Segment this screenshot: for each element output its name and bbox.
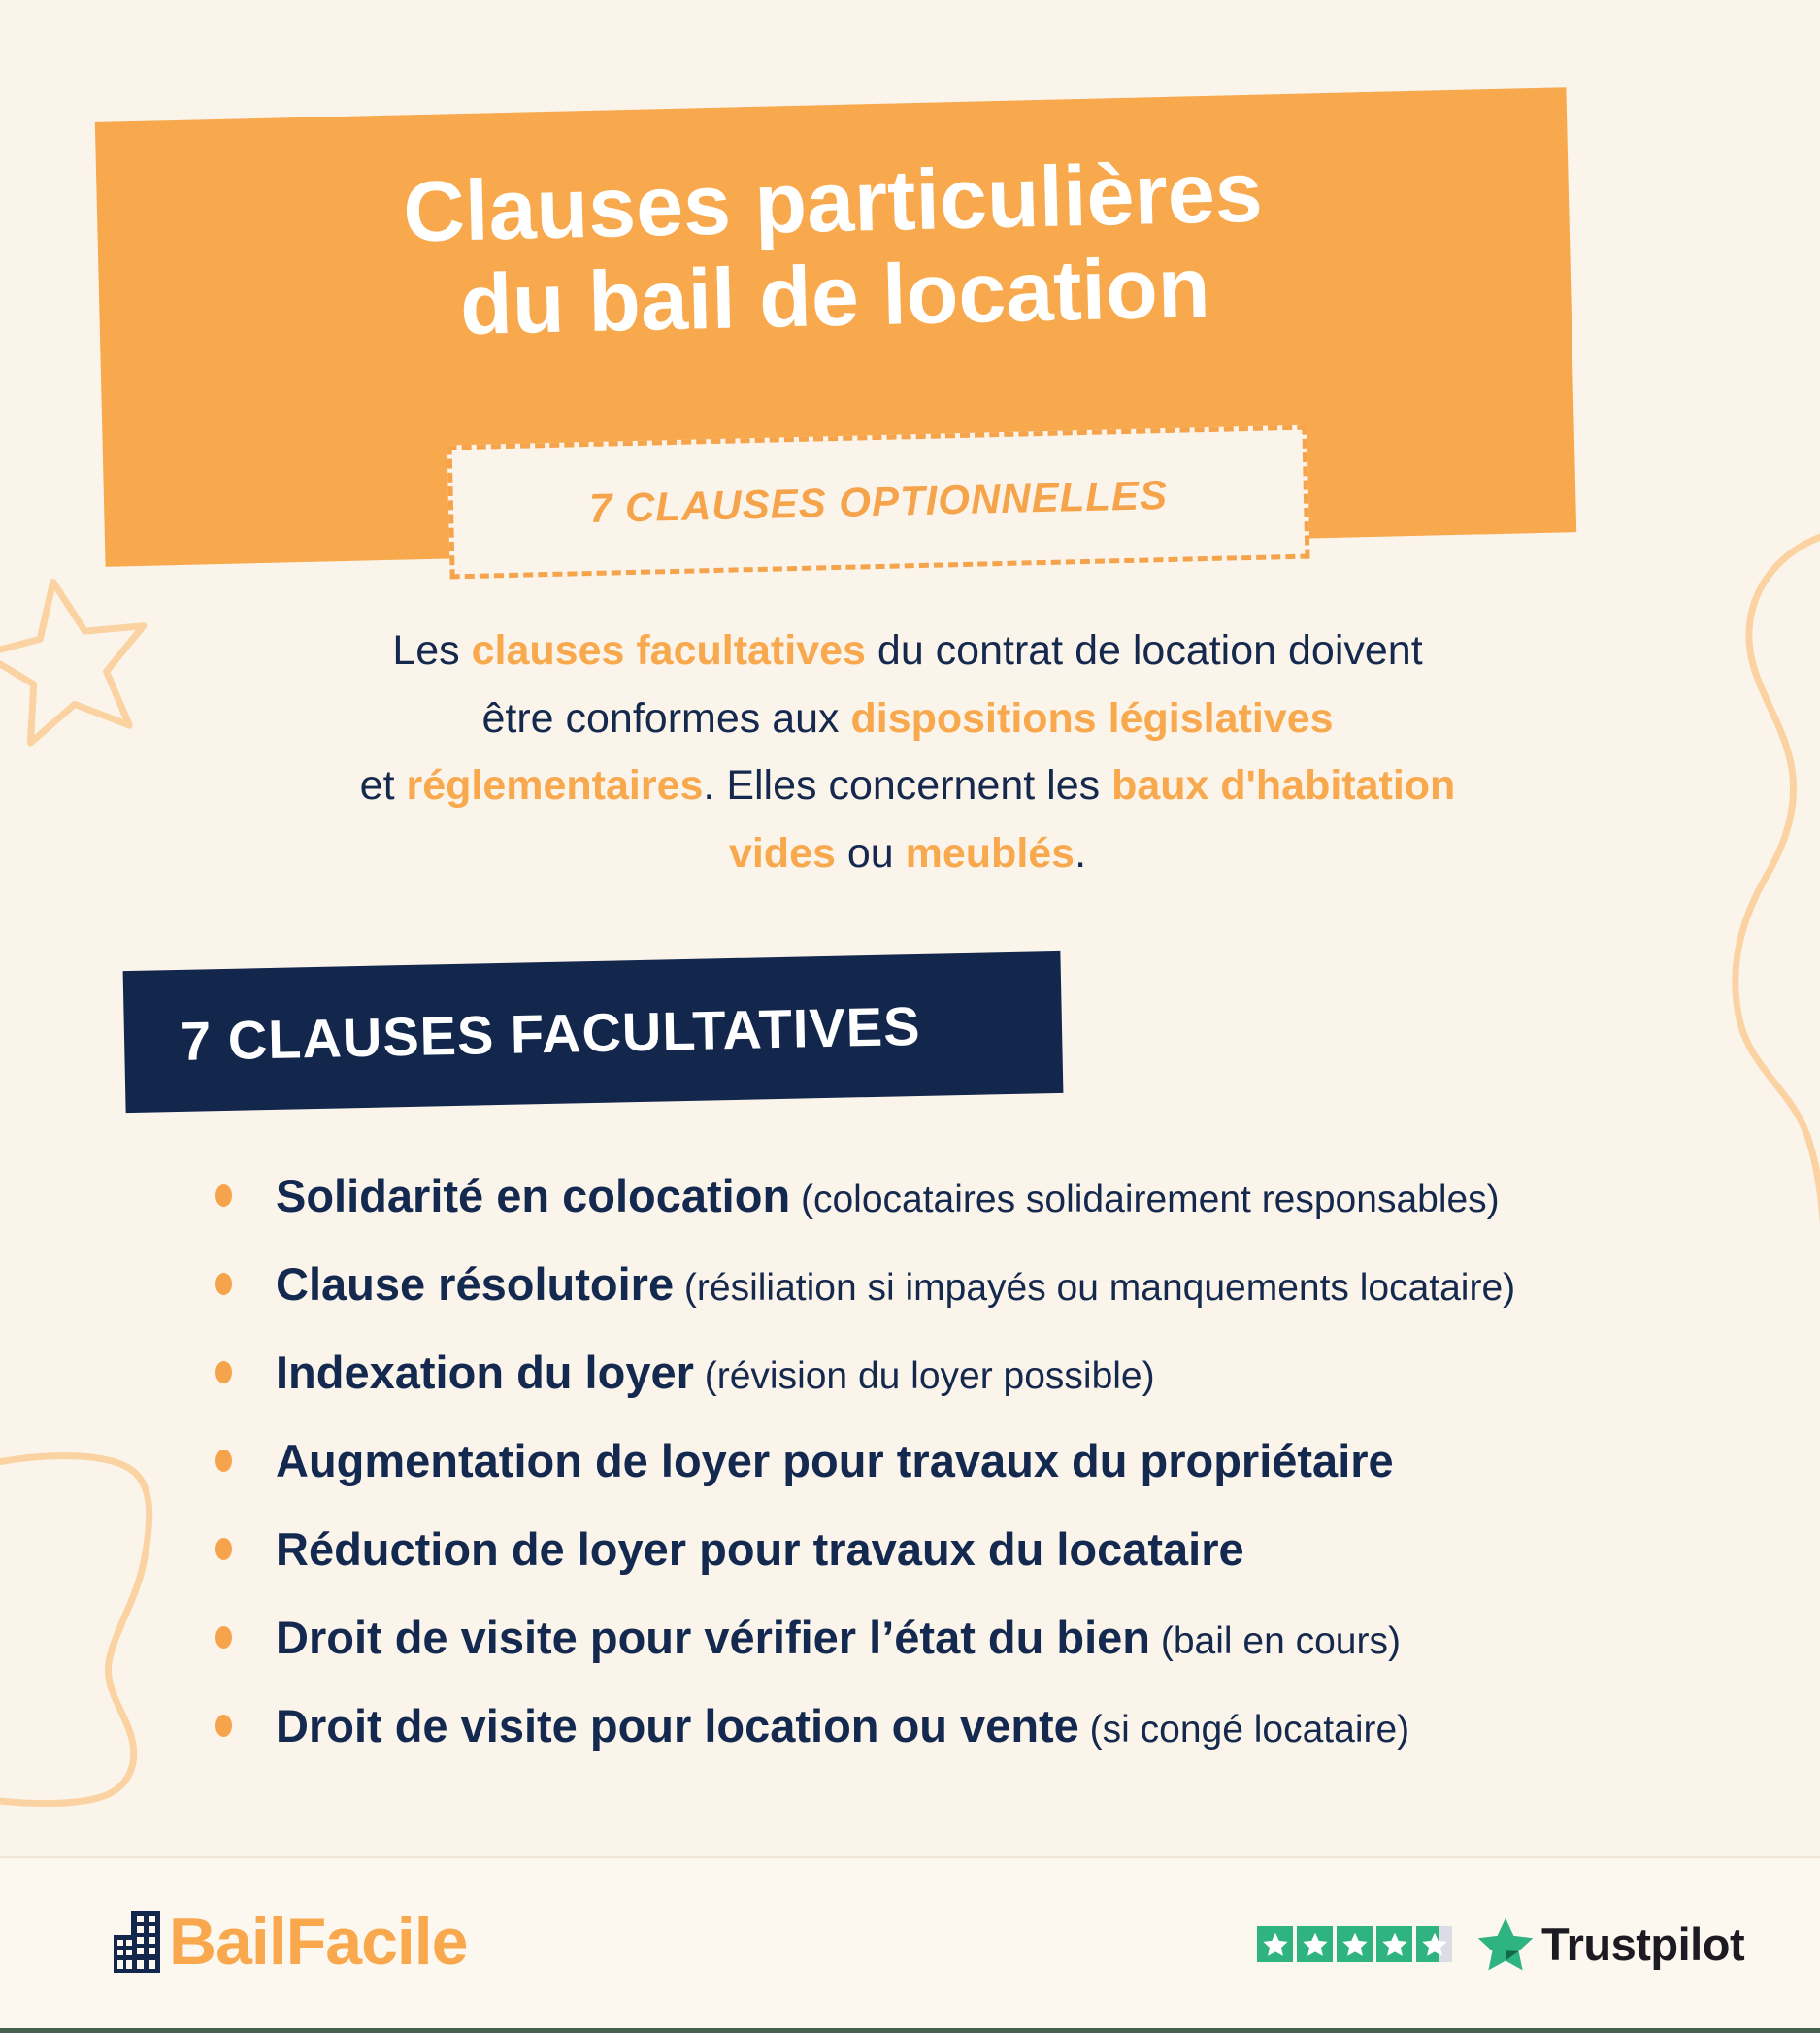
trustpilot-stars	[1257, 1926, 1452, 1962]
list-item	[215, 1416, 1769, 1505]
title-line-2: du bail de location	[458, 238, 1211, 352]
intro-line	[180, 752, 1636, 820]
trustpilot-label: Trustpilot	[1541, 1917, 1745, 1970]
item-title: Réduction de loyer pour travaux du locataire	[276, 1523, 1244, 1575]
intro-accent-text: réglementaires	[406, 762, 704, 810]
intro-accent-text: clauses facultatives	[471, 627, 866, 674]
intro-line	[180, 617, 1636, 685]
intro-text: du contrat de location doivent	[865, 627, 1423, 674]
building-icon	[114, 1911, 160, 1973]
bullet-icon	[215, 1184, 232, 1207]
item-note: (résiliation si impayés ou manquements locataire)	[674, 1267, 1516, 1309]
bullet-icon	[215, 1626, 232, 1649]
star-icon	[1376, 1926, 1412, 1962]
intro-accent-text: dispositions législatives	[850, 694, 1334, 742]
section-label: 7 CLAUSES FACULTATIVES	[180, 994, 922, 1072]
intro-text: . Elles concernent les	[703, 762, 1112, 810]
page-title	[96, 138, 1572, 360]
intro-text: ou	[835, 829, 906, 877]
badge-label: 7 CLAUSES OPTIONNELLES	[588, 471, 1169, 532]
item-title: Solidarité en colocation	[276, 1170, 791, 1221]
item-text	[276, 1169, 1500, 1222]
bullet-icon	[215, 1361, 232, 1383]
wave-decoration	[1736, 536, 1820, 1250]
item-note: (révision du loyer possible)	[693, 1355, 1155, 1397]
blob-decoration	[0, 1456, 149, 1804]
intro-text: Les	[392, 627, 472, 674]
intro-text: et	[359, 762, 407, 810]
intro-line	[180, 685, 1636, 753]
item-title: Droit de visite pour vérifier l’état du bien	[276, 1612, 1151, 1663]
intro-accent-text: baux d'habitation	[1111, 762, 1456, 810]
trustpilot-star-icon	[1477, 1916, 1534, 1971]
list-item	[215, 1682, 1769, 1770]
intro-accent-text: meublés	[905, 829, 1075, 877]
brand-name: BailFacile	[169, 1905, 468, 1979]
star-icon	[1337, 1926, 1373, 1962]
item-note: (bail en cours)	[1150, 1620, 1401, 1662]
clause-list	[215, 1151, 1769, 1770]
item-text	[276, 1434, 1394, 1487]
trustpilot-logo	[1477, 1916, 1744, 1971]
star-icon	[1297, 1926, 1333, 1962]
item-text	[276, 1611, 1401, 1664]
star-squiggle-decoration	[0, 582, 144, 743]
intro-line	[180, 820, 1636, 888]
item-text	[276, 1346, 1155, 1399]
star-icon	[1416, 1926, 1452, 1962]
intro-text: .	[1075, 829, 1087, 877]
list-item	[215, 1151, 1769, 1240]
list-item	[215, 1593, 1769, 1682]
item-note: (colocataires solidairement responsables)	[790, 1179, 1500, 1220]
intro-paragraph	[180, 617, 1636, 888]
list-item	[215, 1505, 1769, 1593]
trustpilot-rating	[1257, 1914, 1744, 1974]
item-title: Augmentation de loyer pour travaux du propriétaire	[276, 1435, 1394, 1486]
bullet-icon	[215, 1715, 232, 1737]
item-title: Droit de visite pour location ou vente	[276, 1700, 1079, 1751]
star-icon	[1257, 1926, 1293, 1962]
list-item	[215, 1240, 1769, 1328]
bullet-icon	[215, 1538, 232, 1560]
item-note: (si congé locataire)	[1078, 1709, 1410, 1750]
item-text	[276, 1699, 1409, 1752]
item-title: Indexation du loyer	[276, 1347, 694, 1398]
bullet-icon	[215, 1450, 232, 1472]
item-text	[276, 1257, 1515, 1311]
optional-clauses-badge	[447, 425, 1309, 580]
intro-text: être conformes aux	[481, 694, 851, 742]
item-text	[276, 1522, 1244, 1576]
bottom-strip	[0, 2028, 1820, 2033]
list-item	[215, 1328, 1769, 1416]
item-title: Clause résolutoire	[276, 1258, 675, 1310]
bullet-icon	[215, 1273, 232, 1295]
title-line-1: Clauses particulières	[402, 143, 1264, 260]
brand-logo	[114, 1905, 468, 1979]
intro-accent-text: vides	[728, 829, 836, 877]
section-banner	[123, 951, 1064, 1113]
